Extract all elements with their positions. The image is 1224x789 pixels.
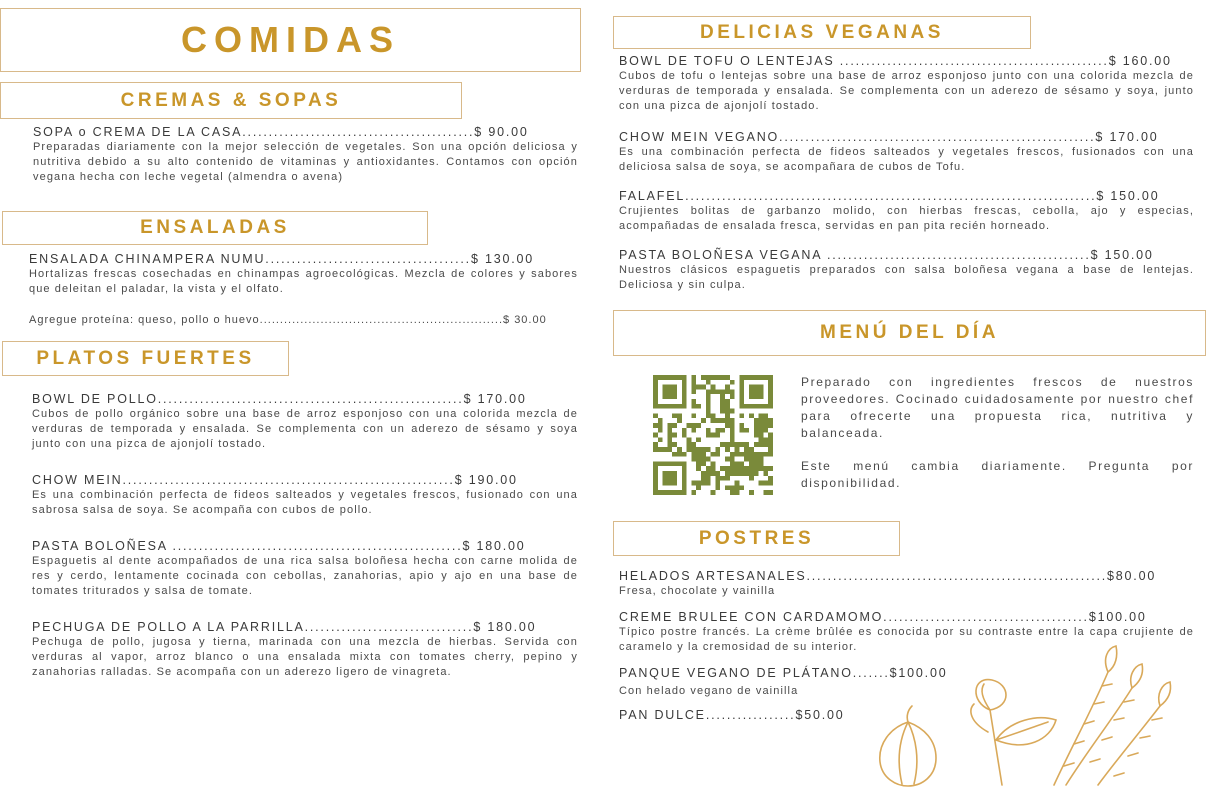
item-title: PAN DULCE.................$50.00	[619, 708, 845, 722]
item-desc: Es una combinación perfecta de fideos salteados y vegetales frescos, fusionados con una deliciosa salsa de soya, se acompañara de cubos de Tofu.	[619, 146, 1194, 173]
section-heading-ensaladas: ENSALADAS	[140, 217, 290, 238]
item-desc: Típico postre francés. La crème brûlée es conocida por su contraste entre la capa crujiente de caramelo y la cremosidad de su interior.	[619, 626, 1194, 653]
item-title: PANQUE VEGANO DE PLÁTANO.......$100.00	[619, 666, 948, 680]
section-heading-postres: POSTRES	[698, 527, 815, 549]
menu-item	[32, 538, 578, 599]
item-title: CHOW MEIN...............................................................$ 190.00	[32, 473, 518, 487]
item-title: ENSALADA CHINAMPERA NUMU.......................................$ 130.00	[29, 252, 534, 266]
page-title: COMIDAS	[181, 19, 400, 60]
menu-item	[619, 665, 948, 699]
menu-item	[619, 568, 1194, 599]
menu-item	[619, 247, 1194, 293]
item-desc: Con helado vegano de vainilla	[619, 685, 799, 697]
item-desc: Nuestros clásicos espaguetis preparados con salsa boloñesa vegana a base de lentejas. Deliciosa y sin culpa.	[619, 264, 1194, 291]
section-heading-menu-dia: MENÚ DEL DÍA	[820, 322, 999, 343]
menu-item	[619, 188, 1194, 234]
platos-heading-box	[2, 341, 289, 376]
item-desc: Cubos de tofu o lentejas sobre una base de arroz esponjoso junto con una colorida mezcla de verduras de temporada y ensalada. Se complementa con un aderezo de sésamo y soya, junto con una pizca de ajonjolí tostado.	[619, 70, 1194, 112]
section-heading-platos: PLATOS FUERTES	[36, 347, 255, 369]
item-title: HELADOS ARTESANALES.........................................................$80.00	[619, 569, 1157, 583]
item-desc: Preparadas diariamente con la mejor selección de vegetales. Son una opción deliciosa y nutritiva debido a su alto contenido de vitaminas y antioxidantes. Contamos con opción vegana hecha con leche vegetal (almendra o avena)	[33, 141, 578, 183]
menu-item	[33, 124, 578, 185]
menu-item	[32, 472, 578, 518]
item-title: PASTA BOLOÑESA .......................................................$ 180.00	[32, 539, 526, 553]
item-title: BOWL DE POLLO..........................................................$ 170.00	[32, 392, 527, 406]
qr-code-icon[interactable]	[653, 375, 773, 495]
ensaladas-heading-box	[2, 211, 428, 245]
item-desc: Es una combinación perfecta de fideos salteados y vegetales frescos, fusionado con una sabrosa salsa de soya. Se acompaña con cubos de pollo.	[32, 489, 578, 516]
item-title: PECHUGA DE POLLO A LA PARRILLA................................$ 180.00	[32, 620, 537, 634]
section-heading-veganas: DELICIAS VEGANAS	[700, 21, 944, 43]
vegetables-illustration-icon	[870, 640, 1200, 789]
item-title: CREME BRULEE CON CARDAMOMO.......................................$100.00	[619, 610, 1147, 624]
item-desc: Espaguetis al dente acompañados de una rica salsa boloñesa hecha con carne molida de res y cerdo, lentamente cocinada con cebollas, zanahorias, apio y ajo en una base de tomates triturados y salsa de tomate.	[32, 555, 578, 597]
menu-dia-note: Este menú cambia diariamente. Pregunta por disponibilidad.	[801, 459, 1194, 490]
menu-dia-heading-box	[613, 310, 1206, 356]
section-heading-cremas: CREMAS & SOPAS	[120, 89, 342, 111]
menu-item	[619, 707, 909, 723]
veganas-heading-box	[613, 16, 1031, 49]
item-desc: Pechuga de pollo, jugosa y tierna, marinada con una mezcla de hierbas. Servida con verduras al vapor, arroz blanco o una ensalada mixta con tomates cherry, pepino y zanahorias ralladas. Se acompaña con un aderezo ligero de vinagreta.	[32, 636, 578, 678]
item-title: BOWL DE TOFU O LENTEJAS ...................................................$ 160.00	[619, 54, 1172, 68]
menu-item	[619, 53, 1194, 114]
menu-item	[32, 619, 578, 680]
item-desc: Fresa, chocolate y vainilla	[619, 585, 776, 597]
cremas-heading-box	[0, 82, 462, 119]
item-title: PASTA BOLOÑESA VEGANA ..................................................$ 150.00	[619, 248, 1154, 262]
item-title: SOPA o CREMA DE LA CASA............................................$ 90.00	[33, 125, 529, 139]
item-desc: Cubos de pollo orgánico sobre una base de arroz esponjoso con una colorida mezcla de verduras de temporada y ensalada. Se complementa con un aderezo de sésamo y soya junto con una pizca de ajonjolí tostado.	[32, 408, 578, 450]
menu-item	[619, 129, 1194, 175]
extra-note: Agregue proteína: queso, pollo o huevo............................................................$ 30.00	[29, 314, 547, 326]
menu-item	[32, 391, 578, 452]
menu-dia-text: Preparado con ingredientes frescos de nuestros proveedores. Cocinado cuidadosamente por nuestro chef para ofrecerte una propuesta rica, nutritiva y balanceada.	[801, 375, 1194, 440]
postres-heading-box	[613, 521, 900, 556]
menu-item	[29, 251, 578, 297]
item-desc: Crujientes bolitas de garbanzo molido, con hierbas frescas, cebolla, ajo y especias, acompañadas de ensalada fresca, servidas en pan pita recién horneado.	[619, 205, 1194, 232]
main-title-box	[0, 8, 581, 72]
item-title: CHOW MEIN VEGANO............................................................$ 170.00	[619, 130, 1159, 144]
item-title: FALAFEL..............................................................................$ 150.00	[619, 189, 1160, 203]
item-desc: Hortalizas frescas cosechadas en chinampas agroecológicas. Mezcla de colores y sabores que deleitan el paladar, la vista y el olfato.	[29, 268, 578, 295]
